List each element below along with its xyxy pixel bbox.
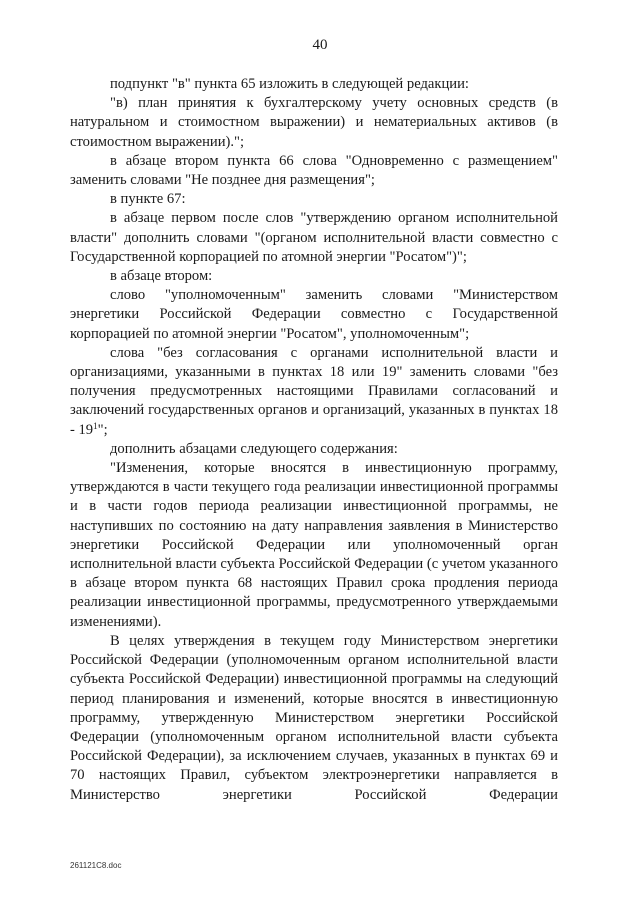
paragraph: дополнить абзацами следующего содержания:	[110, 440, 398, 457]
footer-filename: 261121C8.doc	[70, 861, 122, 870]
page-number: 40	[312, 37, 328, 53]
paragraph: в абзаце втором пункта 66 слова "Одновременно с размещением" заменить словами "Не позднее дня размещения";	[70, 152, 558, 189]
paragraph: в пункте 67:	[110, 191, 186, 208]
paragraph: "в) план принятия к бухгалтерскому учету основных средств (в натуральном и стоимостном выражении) и нематериальных активов (в стоимостном выражении).";	[70, 95, 558, 150]
paragraph-with-superscript	[70, 344, 558, 440]
paragraph: в абзаце втором:	[110, 268, 213, 285]
paragraph: В целях утверждения в текущем году Министерством энергетики Российской Федерации (уполномоченным органом исполнительной власти субъекта Российской Федерации) инвестиционной программы на следующий период планирования и изменений, которые вносятся в инвестиционную программу, утвержденную Министерством энергетики Российской Федерации (уполномоченным органом исполнительной власти субъекта Российской Федерации), за исключением случаев, указанных в пунктах 69 и 70 настоящих Правил, субъектом электроэнергетики направляется в Министерство энергетики Российской Федерации	[70, 632, 558, 803]
paragraph-text: слова "без согласования с органами исполнительной власти и организациями, указанными в пунктах 18 или 19" заменить словами "без получения предусмотренных настоящими Правилами согласований и заключений государственных органов и организаций, указанных в пунктах 18 - 19	[70, 344, 558, 438]
document-body	[70, 75, 558, 805]
paragraph: в абзаце первом после слов "утверждению органом исполнительной власти" дополнить словами "(органом исполнительной власти совместно с Государственной корпорацией по атомной энергии "Росатом")";	[70, 210, 558, 265]
paragraph: "Изменения, которые вносятся в инвестиционную программу, утверждаются в части текущего года реализации инвестиционной программы и в части годов периода реализации инвестиционной программы, не наступивших по состоянию на дату направления заявления в Министерство энергетики Российской Федерации или уполномоченный орган исполнительной власти субъекта Российской Федерации (с учетом указанного в абзаце втором пункта 68 настоящих Правил срока продления периода реализации инвестиционной программы, предусмотренного утверждаемыми изменениями).	[70, 460, 558, 630]
paragraph: слово "уполномоченным" заменить словами "Министерством энергетики Российской Федерации совместно с Государственной корпорацией по атомной энергии "Росатом", уполномоченным";	[70, 287, 558, 342]
paragraph: подпункт "в" пункта 65 изложить в следующей редакции:	[110, 76, 469, 92]
paragraph-text-end: ";	[97, 421, 108, 438]
superscript: 1	[93, 420, 98, 431]
